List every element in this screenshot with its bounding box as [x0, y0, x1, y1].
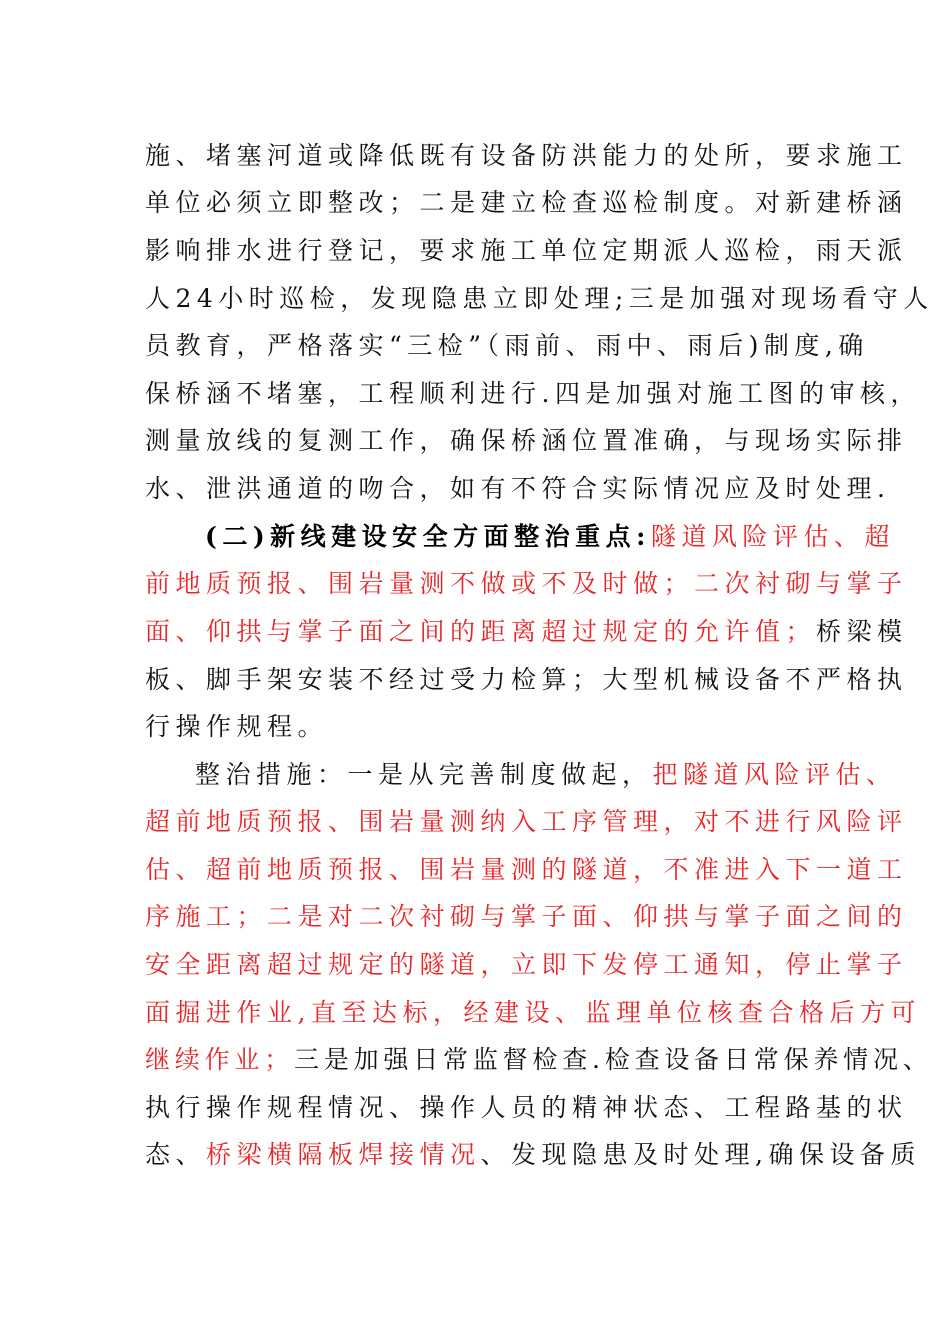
paragraph1-line-2: 单位必须立即整改；二是建立检查巡检制度。对新建桥涵 [145, 188, 908, 217]
paragraph3-line-3: 估、超前地质预报、围岩量测的隧道，不准进入下一道工 [145, 855, 908, 884]
paragraph2-line-5: 行操作规程。 [145, 712, 329, 741]
body-text: 、发现隐患及时处理,确保设备质 [480, 1140, 921, 1169]
paragraph2-line-3 [145, 612, 908, 652]
paragraph1-line-5: 员教育，严格落实“三检”（雨前、雨中、雨后)制度,确 [145, 331, 869, 360]
paragraph3-line-1 [195, 755, 897, 795]
highlight-text: 面、仰拱与掌子面之间的距离超过规定的允许值； [145, 617, 817, 646]
paragraph3-line-6: 面掘进作业,直至达标，经建设、监理单位核查合格后方可 [145, 998, 921, 1027]
body-text: 态、 [145, 1140, 207, 1169]
body-text: 整治措施：一是从完善制度做起， [195, 760, 653, 789]
paragraph3-line-7 [145, 1040, 933, 1080]
paragraph2-line-4: 板、脚手架安装不经过受力检算；大型机械设备不严格执 [145, 665, 908, 694]
paragraph1-line-1: 施、堵塞河道或降低既有设备防洪能力的处所，要求施工 [145, 141, 908, 170]
paragraph1-line-8: 水、泄洪通道的吻合，如有不符合实际情况应及时处理. [145, 474, 891, 503]
body-text: 桥梁模 [816, 617, 908, 646]
paragraph3-line-2: 超前地质预报、围岩量测纳入工序管理，对不进行风险评 [145, 807, 908, 836]
paragraph1-line-4: 人24小时巡检，发现隐患立即处理;三是加强对现场看守人 [145, 284, 934, 313]
section-heading: (二)新线建设安全方面整治重点: [205, 522, 651, 551]
paragraph2-line-1 [205, 517, 895, 557]
highlight-text: 把隧道风险评估、 [652, 760, 897, 789]
paragraph1-line-3: 影响排水进行登记，要求施工单位定期派人巡检，雨天派 [145, 236, 908, 265]
highlight-text: 桥梁横隔板焊接情况 [206, 1140, 481, 1169]
paragraph2-line-2: 前地质预报、围岩量测不做或不及时做；二次衬砌与掌子 [145, 569, 908, 598]
paragraph1-line-6: 保桥涵不堵塞，工程顺利进行.四是加强对施工图的审核， [145, 379, 921, 408]
highlight-text: 继续作业； [145, 1045, 295, 1074]
paragraph3-line-4: 序施工；二是对二次衬砌与掌子面、仰拱与掌子面之间的 [145, 902, 908, 931]
paragraph1-line-7: 测量放线的复测工作，确保桥涵位置准确，与现场实际排 [145, 426, 908, 455]
paragraph3-line-8: 执行操作规程情况、操作人员的精神状态、工程路基的状 [145, 1093, 908, 1122]
body-text: 三是加强日常监督检查.检查设备日常保养情况、 [294, 1045, 933, 1074]
paragraph3-line-5: 安全距离超过规定的隧道，立即下发停工通知，停止掌子 [145, 950, 908, 979]
paragraph3-line-9 [145, 1135, 921, 1175]
highlight-text: 隧道风险评估、超 [650, 522, 895, 551]
